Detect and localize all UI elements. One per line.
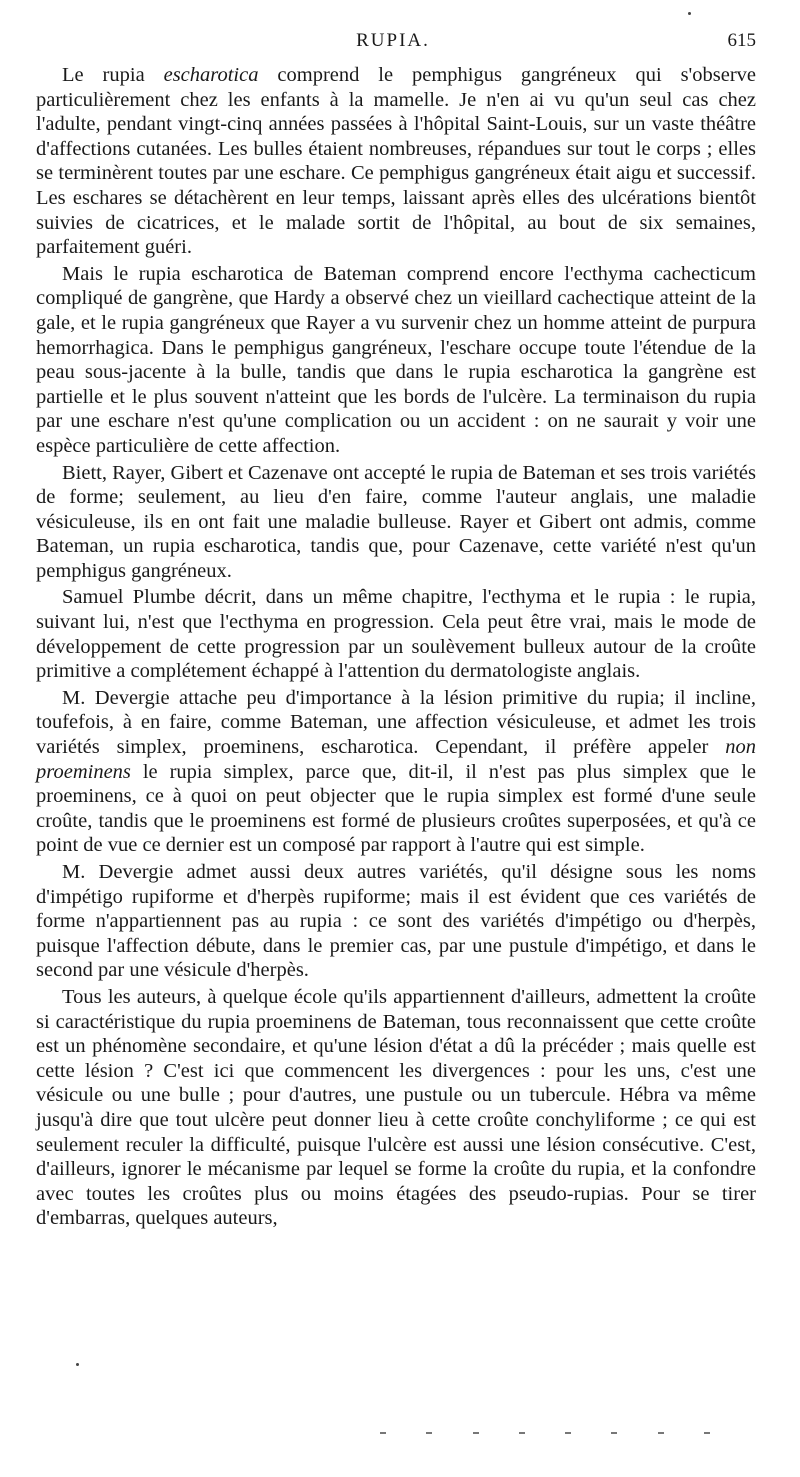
paragraph-text: M. Devergie attache peu d'importance à la lésion primitive du rupia; il incline, toufefois, à en faire, comme Bateman, une affection vésiculeuse, et admet les trois variétés simplex, proeminens, escharotica. Cependant, il préfère appeler xyxy=(36,686,756,759)
paragraph-biett-rayer xyxy=(36,461,756,584)
paragraph-devergie-primitive xyxy=(36,686,756,858)
paragraph-tous-les-auteurs xyxy=(36,985,756,1231)
print-mark xyxy=(519,1432,525,1434)
paragraph-text: M. Devergie admet aussi deux autres variétés, qu'il désigne sous les noms d'impétigo rupiforme et d'herpès rupiforme; mais il est évident que ces variétés de forme n'appartiennent pas au rupia : ce sont des variétés d'impétigo ou d'herpès, puisque l'affection débute, dans le premier cas, par une pustule d'impétigo, et dans le second par une vésicule d'herpès. xyxy=(36,861,756,982)
print-mark xyxy=(380,1432,386,1434)
italic-term: escharotica xyxy=(163,64,259,86)
print-mark xyxy=(565,1432,571,1434)
paragraph-text: le rupia simplex, parce que, dit-il, il n'est pas plus simplex que le proeminens, ce à quoi on peut objecter que le rupia simplex est formé d'une seule croûte, tandis que le proeminens est formé de plusieurs croûtes superposées, et qu'à ce point de vue ce dernier est un composé par rapport à l'autre qui est simple. xyxy=(36,760,756,857)
print-mark xyxy=(611,1432,617,1434)
paragraph-text: Samuel Plumbe décrit, dans un même chapitre, l'ecthyma et le rupia : le rupia, suivant lui, n'est que l'ecthyma en progression. Cela peut être vrai, mais le mode de développement de cette progression par un soulèvement bulleux autour de la croûte primitive a complétement échappé à l'attention du dermatologiste anglais. xyxy=(36,586,756,683)
running-title: RUPIA. xyxy=(356,30,430,51)
paragraph-rupia-escharotica xyxy=(36,63,756,260)
italic-term: non proeminens xyxy=(36,736,756,783)
paragraph-text: Le rupia xyxy=(62,64,164,86)
paragraph-text: Tous les auteurs, à quelque école qu'ils appartiennent d'ailleurs, admettent la croûte si caractéristique du rupia proeminens de Bateman, tous reconnaissent que cette croûte est un phénomène secondaire, et qu'une lésion d'état a dû la précéder ; mais quelle est cette lésion ? C'est ici que commencent les divergences : pour les uns, c'est une vésicule ou une bulle ; pour d'autres, une pustule ou un tubercule. Hébra va même jusqu'à dire que tout ulcère peut donner lieu à cette croûte conchyliforme ; ce qui est seulement reculer la difficulté, puisque l'ulcère est aussi une lésion consécutive. C'est, d'ailleurs, ignorer le mécanisme par lequel se forme la croûte du rupia, et la confondre avec toutes les croûtes plus ou moins étagées des pseudo-rupias. Pour se tirer d'embarras, quelques auteurs, xyxy=(36,985,756,1230)
print-mark xyxy=(426,1432,432,1434)
paragraph-text: Mais le rupia escharotica de Bateman comprend encore l'ecthyma cachecticum compliqué de gangrène, que Hardy a observé chez un vieillard cachectique atteint de la gale, et le rupia gangréneux que Rayer a vu survenir chez un homme atteint de purpura hemorrhagica. Dans le pemphigus gangréneux, l'eschare occupe toute l'étendue de la peau sous-jacente à la bulle, tandis que dans le rupia escharotica la gangrène est partielle et le plus souvent n'atteint que les bords de l'ulcère. La terminaison du rupia par une eschare n'est qu'une complication ou un accident : on ne saurait y voir une espèce particulière de cette affection. xyxy=(36,262,756,457)
paragraph-devergie-varietes xyxy=(36,860,756,983)
paragraph-text: Biett, Rayer, Gibert et Cazenave ont accepté le rupia de Bateman et ses trois variétés de forme; seulement, au lieu d'en faire, comme l'auteur anglais, une maladie vésiculeuse, ils en ont fait une maladie bulleuse. Rayer et Gibert ont admis, comme Bateman, un rupia escharotica, tandis que, pour Cazenave, cette variété n'est qu'un pemphigus gangréneux. xyxy=(36,461,756,582)
ink-speck xyxy=(688,12,691,15)
page-number: 615 xyxy=(727,30,756,51)
print-mark xyxy=(658,1432,664,1434)
paragraph-text: comprend le pemphigus gangréneux qui s'observe particulièrement chez les enfants à la mamelle. Je n'en ai vu qu'un seul cas chez l'adulte, pendant vingt-cinq années passées à l'hôpital Saint-Louis, sur un vaste théâtre d'affections cutanées. Les bulles étaient nombreuses, répandues sur tout le corps ; elles se terminèrent toutes par une eschare. Ce pemphigus gangréneux était aigu et successif. Les eschares se détachèrent en leur temps, laissant après elles des ulcérations bientôt suivies de cicatrices, et le malade sortit de l'hôpital, au bout de six semaines, parfaitement guéri. xyxy=(36,64,756,259)
paragraph-bateman-escharotica xyxy=(36,262,756,459)
body-text xyxy=(36,63,756,1233)
print-mark xyxy=(473,1432,479,1434)
running-head xyxy=(30,30,756,58)
footer-print-marks xyxy=(380,1432,710,1442)
print-mark xyxy=(704,1432,710,1434)
ink-speck xyxy=(76,1363,79,1366)
paragraph-samuel-plumbe xyxy=(36,585,756,683)
